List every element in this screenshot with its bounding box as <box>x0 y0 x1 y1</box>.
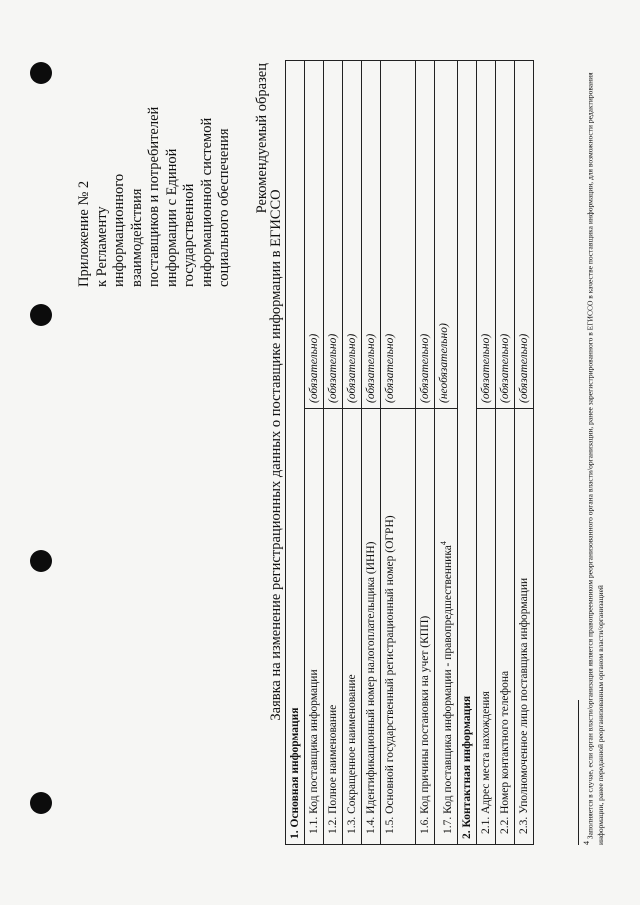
table-row <box>324 61 343 845</box>
row-label-with-footnote <box>435 409 458 845</box>
appendix-line: к Регламенту <box>93 206 110 287</box>
row-label: 1.3. Сокращенное наименование <box>343 409 362 845</box>
row-label: 1.2. Полное наименование <box>324 409 343 845</box>
row-label: 2.2. Номер контактного телефона <box>495 409 514 845</box>
row-value: (обязательно) <box>416 61 435 409</box>
row-label: 2.3. Уполномоченное лицо поставщика информации <box>514 409 533 845</box>
row-value: (обязательно) <box>495 61 514 409</box>
footnote-ref: 4 <box>439 541 448 546</box>
appendix-header <box>76 67 234 287</box>
footnote <box>582 55 606 845</box>
row-value: (обязательно) <box>514 61 533 409</box>
appendix-line: Приложение № 2 <box>76 180 92 287</box>
row-value: (обязательно) <box>476 61 495 409</box>
footnote-divider <box>578 700 579 845</box>
table-row <box>435 61 458 845</box>
section-heading: 1. Основная информация <box>286 61 305 845</box>
table-row <box>381 61 416 845</box>
appendix-line: информационной системой <box>198 117 215 287</box>
table-row <box>495 61 514 845</box>
section-heading: 2. Контактная информация <box>457 61 476 845</box>
row-label: 1.1. Код поставщика информации <box>305 409 324 845</box>
row-value: (обязательно) <box>381 61 416 409</box>
table-row <box>343 61 362 845</box>
appendix-line: взаимодействия <box>128 188 145 287</box>
table-row <box>476 61 495 845</box>
row-label: 1.4. Идентификационный номер налогоплательщика (ИНН) <box>362 409 381 845</box>
row-label: 1.5. Основной государственный регистрационный номер (ОГРН) <box>381 409 416 845</box>
footnote-mark: 4 <box>582 841 591 845</box>
row-value: (обязательно) <box>324 61 343 409</box>
row-label: 2.1. Адрес места нахождения <box>476 409 495 845</box>
row-value: (обязательно) <box>343 61 362 409</box>
registration-form-table <box>285 60 534 845</box>
recommended-sample-label: Рекомендуемый образец <box>254 63 270 214</box>
footnote-text: Заполняется в случае, если орган власти/организация является правопреемником реорганизованного органа власти/организации, ранее зарегистрированного в ЕГИССО в качестве поставщика информации, для возможности редактирования информации, ранее переданной реорганизованным органом власти/организацией <box>585 72 605 845</box>
appendix-line: социального обеспечения <box>216 128 232 287</box>
row-value: (необязательно) <box>435 61 458 409</box>
form-title: Заявка на изменение регистрационных данных о поставщике информации в ЕГИССО <box>268 189 284 721</box>
table-row <box>362 61 381 845</box>
table-row <box>514 61 533 845</box>
appendix-line: информации с Единой <box>163 148 180 287</box>
appendix-line: государственной <box>181 183 197 287</box>
row-label: 1.6. Код причины постановки на учет (КПП) <box>416 409 435 845</box>
table-row <box>416 61 435 845</box>
table-row <box>305 61 324 845</box>
appendix-line: поставщиков и потребителей <box>146 106 162 287</box>
row-value: (обязательно) <box>362 61 381 409</box>
row-value: (обязательно) <box>305 61 324 409</box>
row-label: 1.7. Код поставщика информации - правопредшественника <box>441 545 454 834</box>
appendix-line: информационного <box>111 173 127 287</box>
